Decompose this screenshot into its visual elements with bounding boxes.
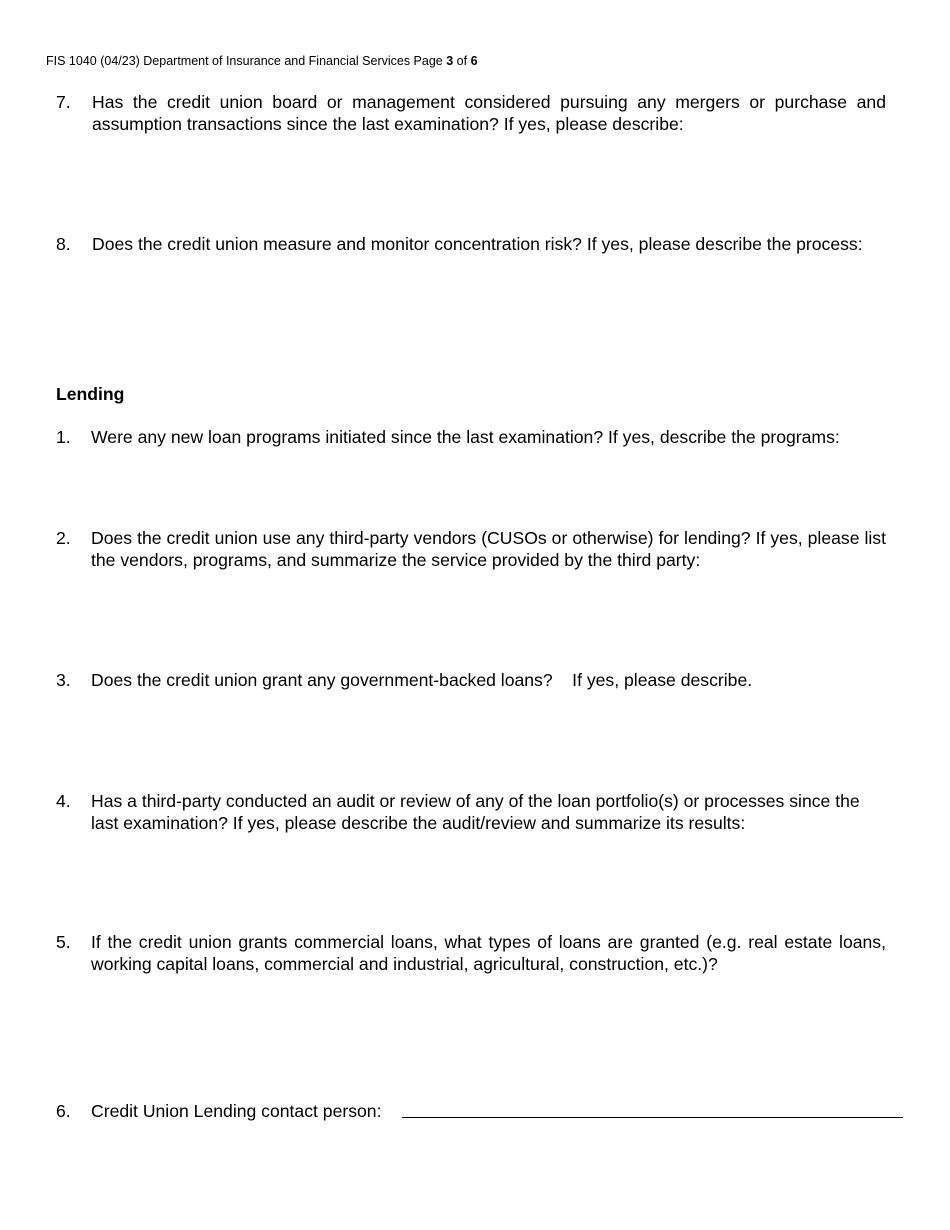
question-text: Does the credit union use any third-party vendors (CUSOs or otherwise) for lending? If yes, please list the vendors, programs, and summarize the service provided by the third party: [91, 528, 886, 570]
lending-question-3 [56, 669, 886, 691]
question-number: 1. [56, 427, 71, 447]
lending-question-4 [56, 790, 886, 834]
lending-question-2 [56, 527, 886, 571]
section-heading-lending: Lending [56, 384, 125, 404]
question-text: Has the credit union board or management considered pursuing any mergers or purchase and assumption transactions since the last examination? If yes, please describe: [92, 92, 886, 134]
lending-question-5 [56, 931, 886, 975]
question-number: 2. [56, 528, 71, 548]
question-number: 6. [56, 1101, 71, 1121]
question-number: 3. [56, 670, 71, 690]
question-text: If the credit union grants commercial loans, what types of loans are granted (e.g. real estate loans, working capital loans, commercial and industrial, agricultural, construction, etc.)? [91, 932, 886, 974]
question-number: 5. [56, 932, 71, 952]
page-total: 6 [470, 54, 478, 68]
question-8 [56, 233, 886, 277]
question-number: 8. [56, 234, 71, 254]
question-text: Does the credit union grant any government-backed loans? If yes, please describe. [91, 670, 753, 690]
lending-question-6 [56, 1100, 886, 1122]
question-text: Has a third-party conducted an audit or review of any of the loan portfolio(s) or processes since the last examination? If yes, please describe the audit/review and summarize its results: [91, 791, 860, 833]
question-number: 7. [56, 92, 71, 112]
question-text: Were any new loan programs initiated since the last examination? If yes, describe the programs: [91, 427, 840, 447]
page-header [46, 54, 478, 69]
lending-question-1 [56, 426, 886, 448]
question-number: 4. [56, 791, 71, 811]
page-current: 3 [446, 54, 454, 68]
of-label: of [456, 54, 468, 68]
question-text: Does the credit union measure and monitor concentration risk? If yes, please describe the process: [92, 234, 863, 254]
contact-person-field[interactable] [402, 1117, 903, 1118]
question-7 [56, 91, 886, 135]
question-text: Credit Union Lending contact person: [91, 1101, 382, 1121]
form-id: FIS 1040 (04/23) Department of Insurance and Financial Services Page [46, 54, 443, 68]
